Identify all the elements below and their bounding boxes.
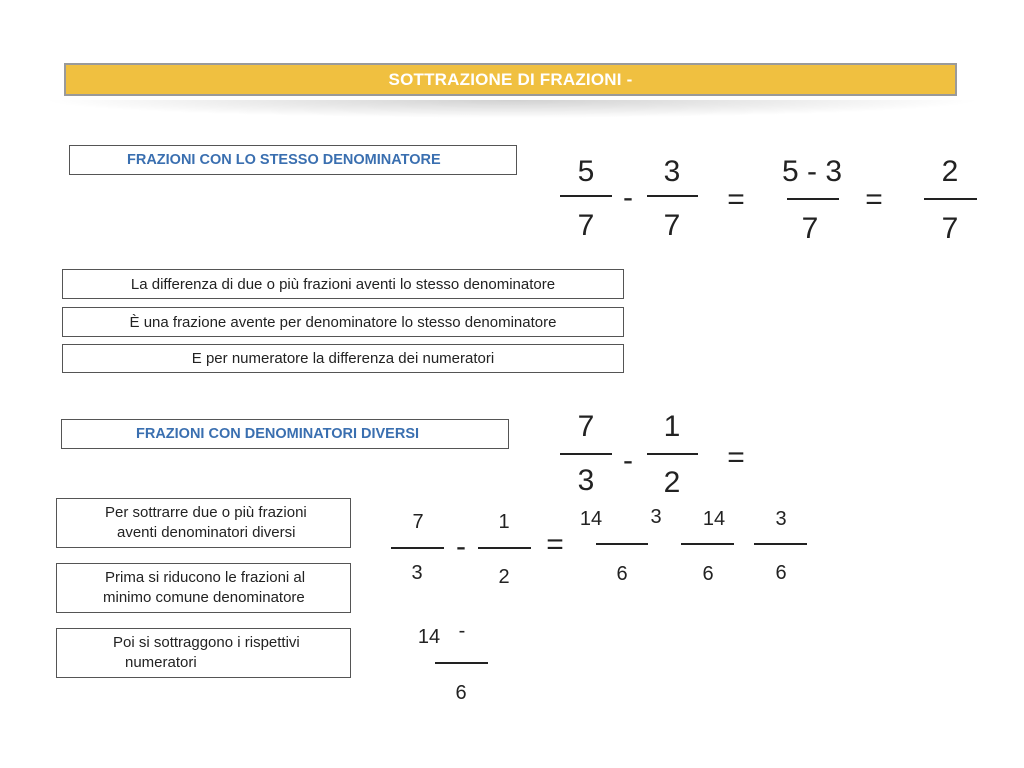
rule-box [56,628,351,678]
rule-box [62,269,624,299]
fraction-numerator: 5 - 3 [781,155,843,188]
fraction-numerator: 14 [702,508,726,530]
rule-box [62,307,624,337]
fraction-bar [391,547,444,549]
fraction-numerator: 14 [417,626,441,648]
minus-sign: - [623,181,633,214]
rule-line: numeratori [125,654,197,671]
rule-line: Poi si sottraggono i rispettivi [113,634,300,651]
rule-box [62,344,624,373]
section-heading-label: FRAZIONI CON LO STESSO DENOMINATORE [127,152,441,168]
fraction-bar [560,195,612,197]
fraction-bar [435,662,488,664]
loose-numerator: 3 [650,506,662,528]
equals-sign: = [727,441,745,474]
fraction-bar [681,543,734,545]
rule-line: Prima si riducono le frazioni al [105,569,306,586]
fraction-denominator: 6 [775,562,787,584]
rule-line: minimo comune denominatore [103,589,305,606]
fraction-bar [647,195,698,197]
fraction-bar [596,543,648,545]
fraction-denominator: 2 [498,566,510,588]
fraction-denominator: 7 [801,212,819,245]
fraction-denominator: 7 [941,212,959,245]
minus-sign: - [456,530,466,563]
fraction-denominator: 6 [702,563,714,585]
fraction-denominator: 7 [577,209,595,242]
equals-sign: = [865,183,883,216]
minus-sign: - [623,444,633,477]
rule-text: E per numeratore la differenza dei numeratori [191,350,495,367]
rule-line: aventi denominatori diversi [117,524,296,541]
equals-sign: = [546,528,564,561]
rule-box [56,498,351,548]
fraction-numerator: 3 [775,508,787,530]
fraction-bar [754,543,807,545]
fraction-numerator: 1 [663,410,681,443]
minus-sign: - [458,620,466,642]
fraction-bar [478,547,531,549]
fraction-denominator: 6 [616,563,628,585]
fraction-numerator: 2 [941,155,959,188]
rule-box [56,563,351,613]
fraction-denominator: 6 [455,682,467,704]
equals-sign: = [727,183,745,216]
fraction-bar [560,453,612,455]
fraction-denominator: 7 [663,209,681,242]
fraction-numerator: 7 [577,410,595,443]
rule-text: La differenza di due o più frazioni aventi lo stesso denominatore [130,275,556,293]
rule-text: È una frazione avente per denominatore lo stesso denominatore [129,313,557,331]
fraction-numerator: 3 [663,155,681,188]
fraction-bar [924,198,977,200]
title-shadow [40,100,984,118]
section-heading-same-denominator [69,145,517,175]
fraction-bar [787,198,839,200]
section-heading-label: FRAZIONI CON DENOMINATORI DIVERSI [136,426,420,442]
fraction-numerator: 5 [577,155,595,188]
rule-line: Per sottrarre due o più frazioni [105,504,307,521]
section-heading-different-denominators [61,419,509,449]
fraction-denominator: 2 [663,466,681,499]
fraction-bar [647,453,698,455]
fraction-denominator: 3 [411,562,423,584]
fraction-numerator: 7 [412,511,424,533]
fraction-numerator: 1 [498,511,510,533]
fraction-denominator: 3 [577,464,595,497]
page-title: SOTTRAZIONE DI FRAZIONI - [64,63,957,96]
fraction-numerator: 14 [579,508,603,530]
